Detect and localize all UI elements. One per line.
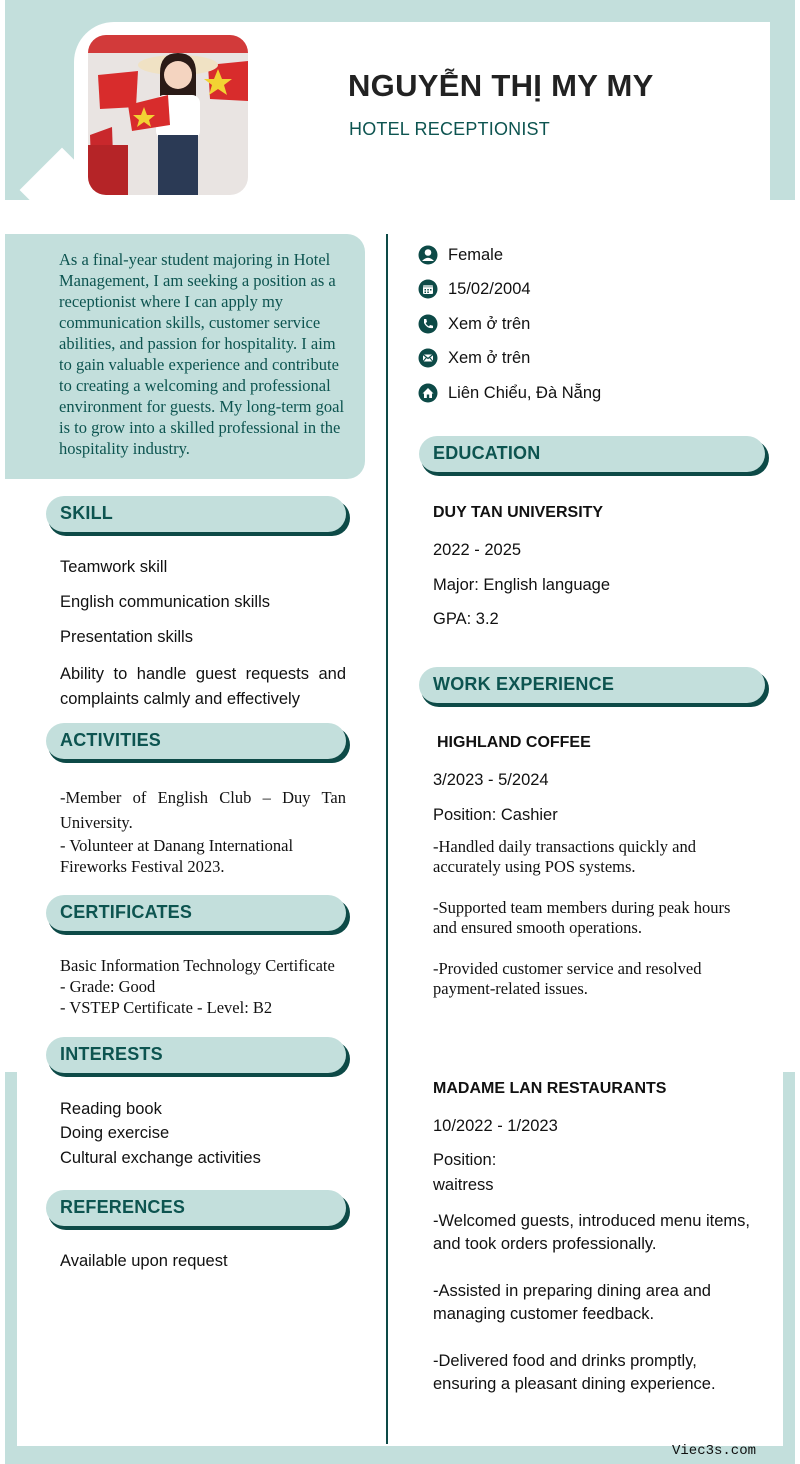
activities-heading-label: ACTIVITIES	[46, 723, 346, 759]
contact-gender	[418, 243, 503, 267]
skill-item: Ability to handle guest requests and complaints calmly and effectively	[60, 665, 346, 708]
job-period: 10/2022 - 1/2023	[433, 1117, 558, 1135]
skill-heading	[46, 496, 346, 532]
job-position: Position: Cashier	[433, 806, 558, 824]
work-heading-label: WORK EXPERIENCE	[419, 667, 765, 703]
activity-item: - Volunteer at Danang International Fireworks Festival 2023.	[60, 836, 294, 876]
education-gpa: GPA: 3.2	[433, 610, 499, 628]
job-duty: -Delivered food and drinks promptly, ensuring a pleasant dining experience.	[433, 1352, 716, 1393]
education-heading-label: EDUCATION	[419, 436, 765, 472]
interest-item: Cultural exchange activities	[60, 1149, 261, 1167]
dob-text: 15/02/2004	[448, 279, 531, 298]
calendar-icon	[418, 279, 438, 299]
contact-phone	[418, 312, 530, 336]
certificates-heading-label: CERTIFICATES	[46, 895, 346, 931]
certificate-item: - VSTEP Certificate - Level: B2	[60, 998, 273, 1017]
references-text: Available upon request	[60, 1252, 228, 1270]
certificates-heading	[46, 895, 346, 931]
job-position-value: waitress	[433, 1176, 494, 1194]
home-icon	[418, 383, 438, 403]
address-text: Liên Chiểu, Đà Nẵng	[448, 383, 602, 402]
contact-email	[418, 346, 530, 370]
column-divider	[386, 234, 388, 1444]
summary-text: As a final-year student majoring in Hotel Management, I am seeking a position as a receptionist where I can apply my communication skills, customer service abilities, and passion for hospitality. I aim to gain valuable experience and contribute to creating a welcoming and professional environment for guests. My long-term goal is to grow into a skilled professional in the hospitality industry.	[59, 250, 345, 458]
education-major: Major: English language	[433, 576, 611, 594]
candidate-name: NGUYỄN THỊ MY MY	[348, 68, 654, 103]
activities-heading	[46, 723, 346, 759]
job-duty: -Handled daily transactions quickly and accurately using POS systems.	[433, 837, 697, 876]
skill-item: Teamwork skill	[60, 558, 168, 576]
activity-item: -Member of English Club – Duy Tan University.	[60, 788, 346, 832]
interest-item: Doing exercise	[60, 1124, 170, 1142]
certificate-item: Basic Information Technology Certificate	[60, 956, 335, 975]
summary-box	[5, 234, 365, 479]
gender-text: Female	[448, 245, 504, 264]
job-duty: -Assisted in preparing dining area and managing customer feedback.	[433, 1282, 711, 1323]
job-duty: -Supported team members during peak hours and ensured smooth operations.	[433, 898, 731, 937]
job-title: HOTEL RECEPTIONIST	[349, 119, 550, 139]
user-icon	[418, 245, 438, 265]
education-school: DUY TAN UNIVERSITY	[433, 504, 604, 521]
job-period: 3/2023 - 5/2024	[433, 771, 549, 789]
mail-icon	[418, 348, 438, 368]
references-heading-label: REFERENCES	[46, 1190, 346, 1226]
watermark: Viec3s.com	[672, 1443, 757, 1459]
job-company: HIGHLAND COFFEE	[437, 734, 591, 751]
skill-item: Presentation skills	[60, 628, 193, 646]
contact-dob	[418, 277, 531, 301]
phone-icon	[418, 314, 438, 334]
skill-item: English communication skills	[60, 593, 270, 611]
skill-heading-label: SKILL	[46, 496, 346, 532]
profile-photo	[88, 35, 248, 195]
email-text: Xem ở trên	[448, 348, 531, 367]
references-heading	[46, 1190, 346, 1226]
contact-address	[418, 381, 601, 405]
job-company: MADAME LAN RESTAURANTS	[433, 1080, 667, 1097]
interests-heading	[46, 1037, 346, 1073]
work-heading	[419, 667, 765, 703]
job-position-label: Position:	[433, 1151, 497, 1169]
interests-heading-label: INTERESTS	[46, 1037, 346, 1073]
phone-text: Xem ở trên	[448, 314, 531, 333]
job-duty: -Provided customer service and resolved payment-related issues.	[433, 959, 702, 998]
interest-item: Reading book	[60, 1100, 162, 1118]
job-duty: -Welcomed guests, introduced menu items, and took orders professionally.	[433, 1212, 751, 1253]
education-years: 2022 - 2025	[433, 541, 522, 559]
education-heading	[419, 436, 765, 472]
certificate-item: - Grade: Good	[60, 977, 156, 996]
